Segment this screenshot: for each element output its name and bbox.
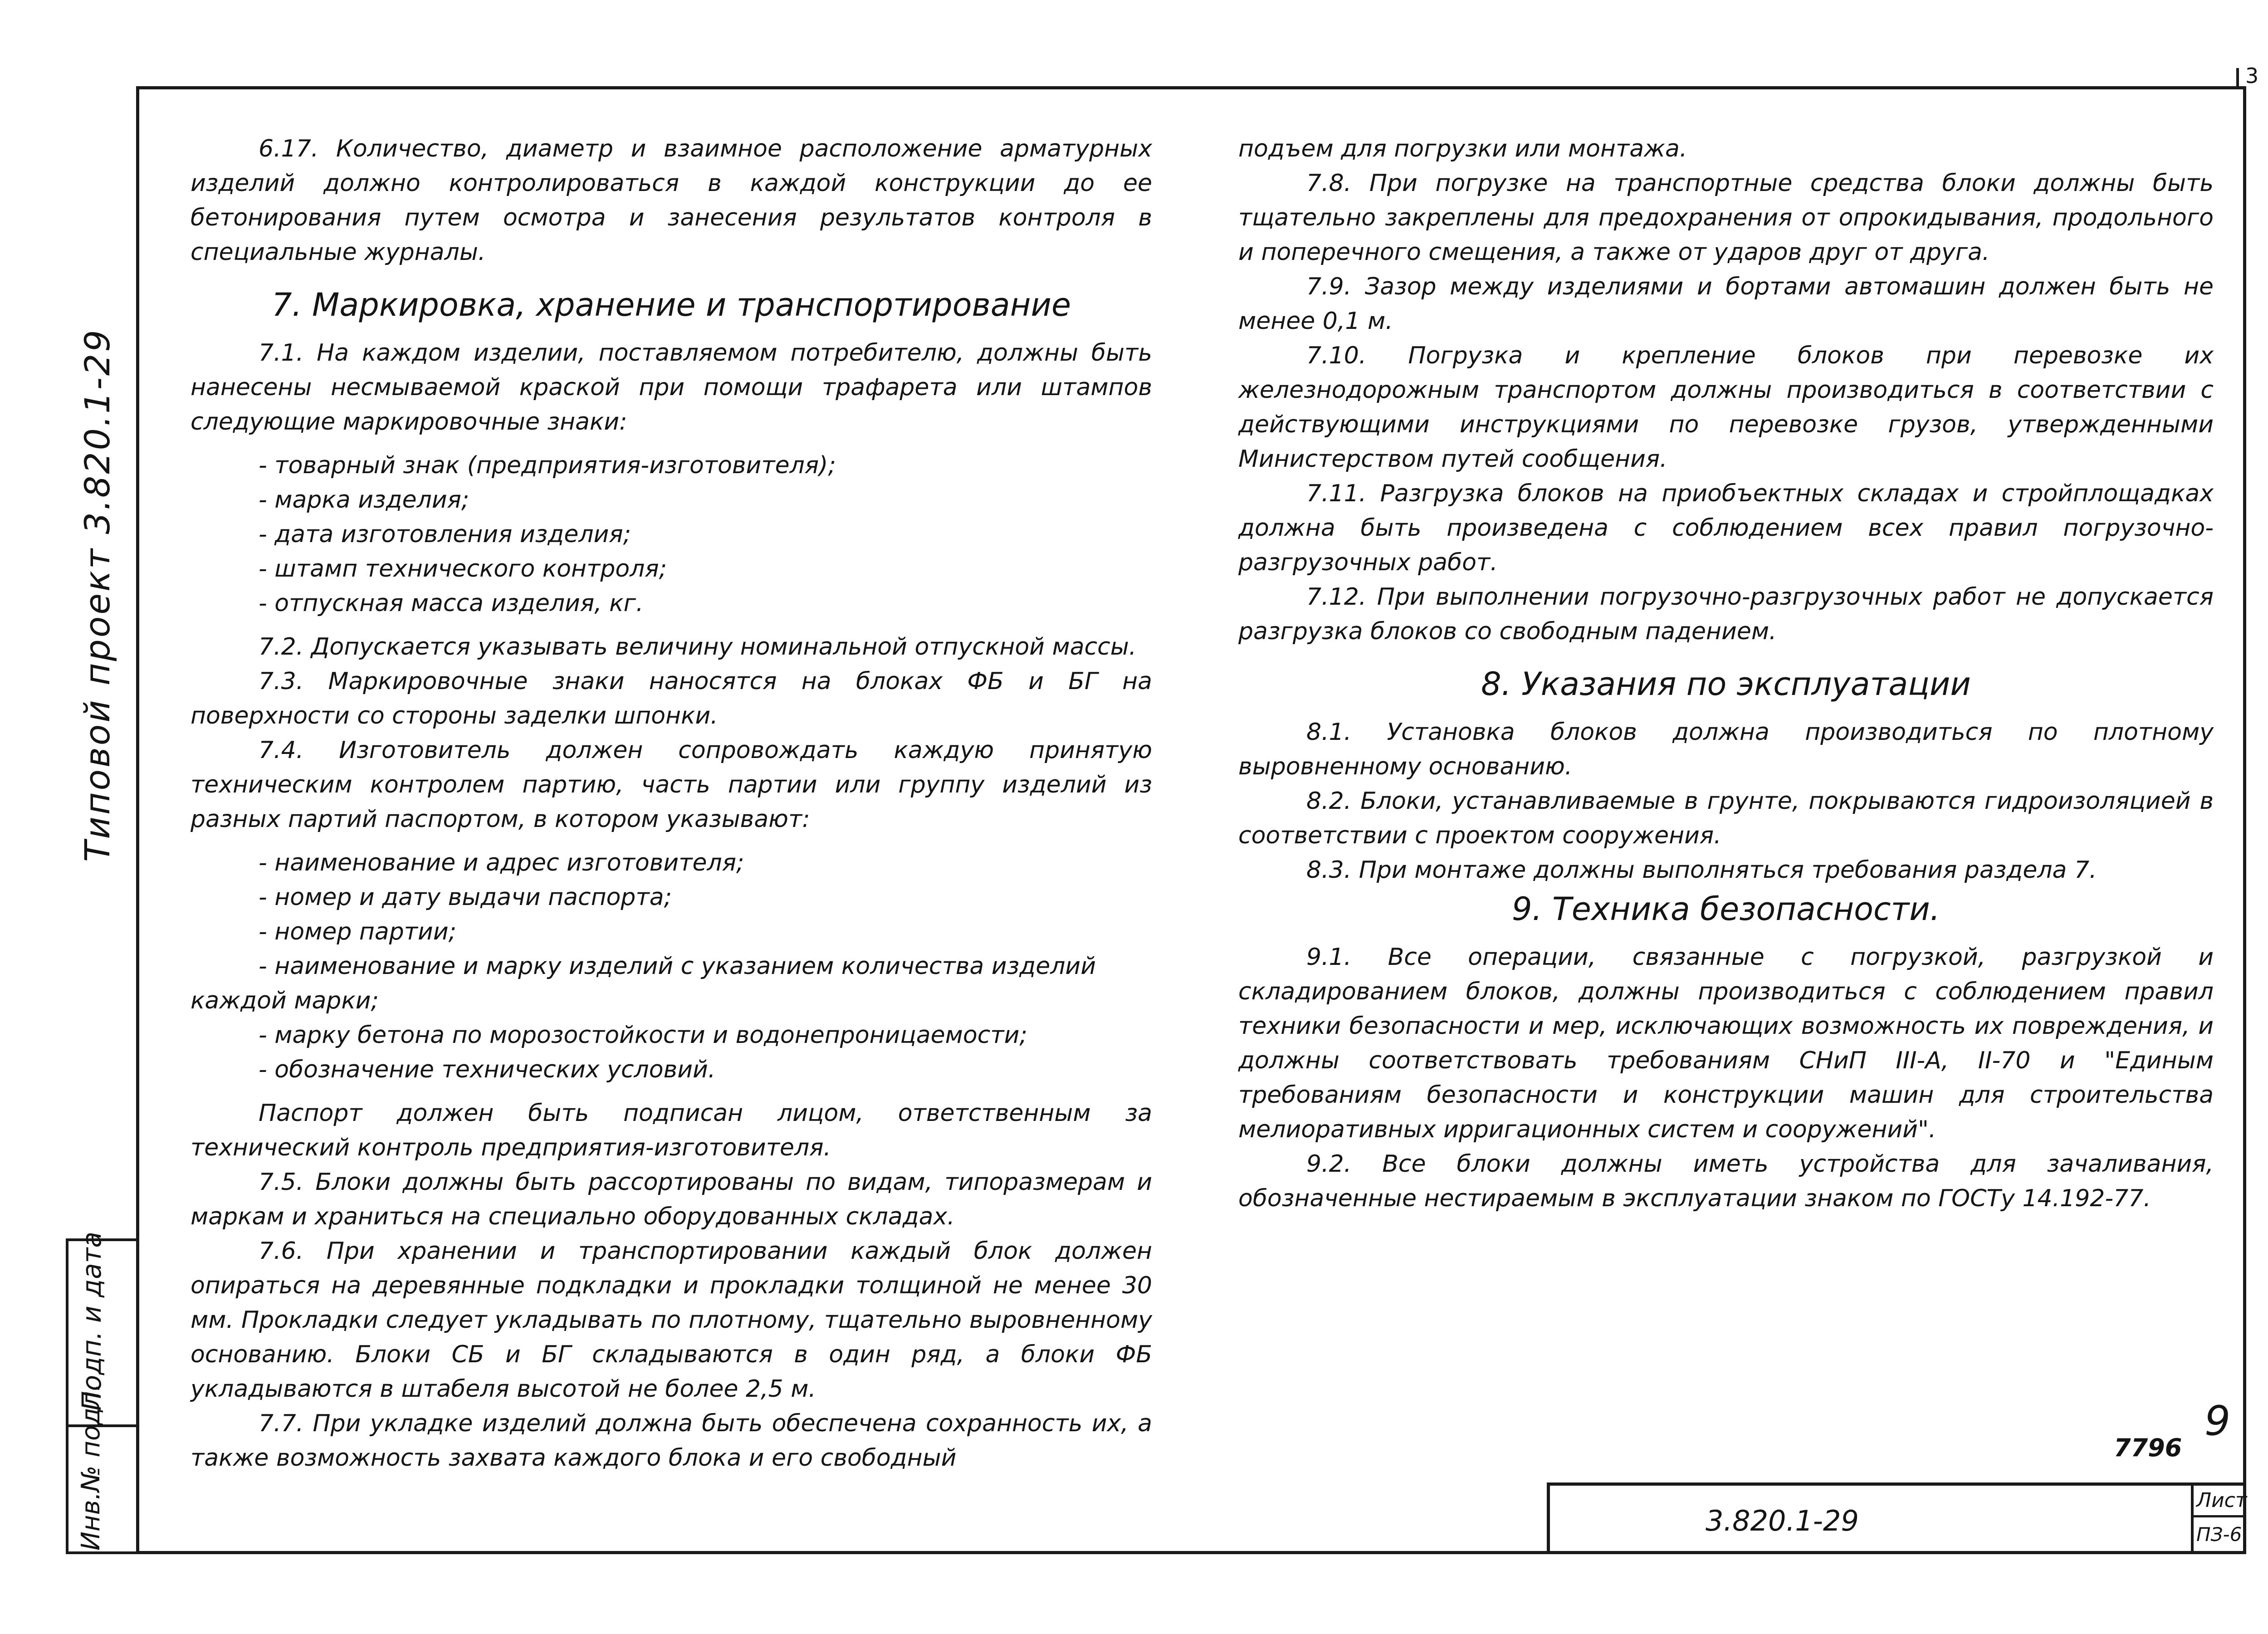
paragraph-9-2: 9.2. Все блоки должны иметь устройства для зачаливания, обозначенные нестираемым в эксплуатации знаком по ГОСТу 14.192-77. [1238, 1150, 2214, 1212]
list-item: - номер партии; [259, 918, 457, 945]
text-column-left [191, 132, 1152, 1475]
paragraph-passport: Паспорт должен быть подписан лицом, ответственным за технический контроль предприятия-изготовителя. [191, 1100, 1152, 1161]
heading-section-7: 7. Маркировка, хранение и транспортирование [271, 286, 1071, 323]
paragraph-7-4: 7.4. Изготовитель должен сопровождать каждую принятую техническим контролем партию, часть партии или группу изделий из разных партий паспортом, в котором указывают: [191, 737, 1152, 833]
paragraph-7-10: 7.10. Погрузка и крепление блоков при перевозке их железнодорожным транспортом должны производиться в соответствии с действующими инструкциями по перевозке грузов, утвержденными Министерством путей сообщения. [1238, 342, 2214, 473]
list-item: - номер и дату выдачи паспорта; [259, 884, 672, 911]
list-item: - марка изделия; [259, 486, 469, 514]
paragraph-7-6: 7.6. При хранении и транспортировании каждый блок должен опираться на деревянные подкладки и прокладки толщиной не менее 30 мм. Прокладки следует укладывать по плотному, тщательно выровненному основанию. Блоки СБ и БГ складываются в один ряд, а блоки ФБ укладываются в штабеля высотой не более 2,5 м. [191, 1238, 1152, 1403]
paragraph-7-12: 7.12. При выполнении погрузочно-разгрузочных работ не допускается разгрузка блоков со свободным падением. [1238, 583, 2214, 645]
sheet-code: 7796 [2114, 1433, 2182, 1462]
paragraph-6-17: 6.17. Количество, диаметр и взаимное расположение арматурных изделий должно контролироваться в каждой конструкции до ее бетонирования путем осмотра и занесения результатов контроля в специальные журналы. [191, 135, 1152, 266]
paragraph-7-9: 7.9. Зазор между изделиями и бортами автомашин должен быть не менее 0,1 м. [1238, 273, 2214, 335]
list-item: - товарный знак (предприятия-изготовителя); [259, 452, 836, 479]
list-item: - отпускная масса изделия, кг. [259, 590, 644, 617]
sheet-label: Лист [2196, 1489, 2247, 1512]
paragraph-8-3: 8.3. При монтаже должны выполняться требования раздела 7. [1306, 856, 2097, 884]
heading-section-8: 8. Указания по эксплуатации [1481, 665, 1971, 703]
sheet-number: ПЗ-6 [2196, 1523, 2242, 1546]
paragraph-8-1: 8.1. Установка блоков должна производиться по плотному выровненному основанию. [1238, 719, 2214, 780]
list-item: - марку бетона по морозостойкости и водонепроницаемости; [259, 1022, 1027, 1049]
paragraph-7-11: 7.11. Разгрузка блоков на приобъектных складах и стройплощадках должна быть произведена с соблюдением всех правил погрузочно-разгрузочных работ. [1238, 480, 2214, 576]
title-block-hline [2191, 1515, 2246, 1517]
paragraph-7-8: 7.8. При погрузке на транспортные средства блоки должны быть тщательно закреплены для предохранения от опрокидывания, продольного и поперечного смещения, а также от ударов друг от друга. [1238, 170, 2214, 266]
list-item: - наименование и адрес изготовителя; [259, 849, 744, 876]
paragraph-7-7: 7.7. При укладке изделий должна быть обеспечена сохранность их, а также возможность захвата каждого блока и его свободный [191, 1410, 1152, 1472]
handwritten-page-number: 9 [2204, 1397, 2231, 1445]
page-corner-number: 3 [2245, 64, 2259, 88]
title-block [1547, 1482, 2246, 1554]
paragraph-7-5: 7.5. Блоки должны быть рассортированы по видам, типоразмерам и маркам и храниться на специально оборудованных складах. [191, 1169, 1152, 1230]
paragraph-8-2: 8.2. Блоки, устанавливаемые в грунте, покрываются гидроизоляцией в соответствии с проектом сооружения. [1238, 788, 2214, 849]
list-item: - штамп технического контроля; [259, 555, 667, 582]
paragraph-9-1: 9.1. Все операции, связанные с погрузкой, разгрузкой и складированием блоков, должны производиться с соблюдением правил техники безопасности и мер, исключающих возможность их повреждения, и должны соответствовать требованиям СНиП III-А, II-70 и "Единым требованиям безопасности и конструкции машин для строительства мелиоративных ирригационных систем и сооружений". [1238, 944, 2214, 1143]
list-item: - наименование и марку изделий с указанием количества изделий каждой марки; [191, 953, 1096, 1014]
heading-section-9: 9. Техника безопасности. [1511, 890, 1940, 928]
document-designation: 3.820.1-29 [1706, 1504, 1859, 1537]
list-item: - обозначение технических условий. [259, 1056, 716, 1083]
field-inventory-number: Инв.№ подл. [76, 1383, 106, 1551]
paragraph-7-1: 7.1. На каждом изделии, поставляемом потребителю, должны быть нанесены несмываемой краской при помощи трафарета или штампов следующие маркировочные знаки: [191, 339, 1152, 435]
list-item: - дата изготовления изделия; [259, 521, 631, 548]
project-label: Типовой проект 3.820.1-29 [77, 328, 117, 862]
text-column-right [1238, 132, 2214, 1216]
title-block-divider [2191, 1482, 2194, 1554]
corner-tick [2236, 68, 2239, 88]
paragraph-7-2: 7.2. Допускается указывать величину номинальной отпускной массы. [259, 633, 1137, 660]
field-sign-date: Подп. и дата [76, 1231, 107, 1411]
paragraph-7-7-continued: подъем для погрузки или монтажа. [1238, 135, 1687, 162]
paragraph-7-3: 7.3. Маркировочные знаки наносятся на блоках ФБ и БГ на поверхности со стороны заделки шпонки. [191, 668, 1152, 729]
